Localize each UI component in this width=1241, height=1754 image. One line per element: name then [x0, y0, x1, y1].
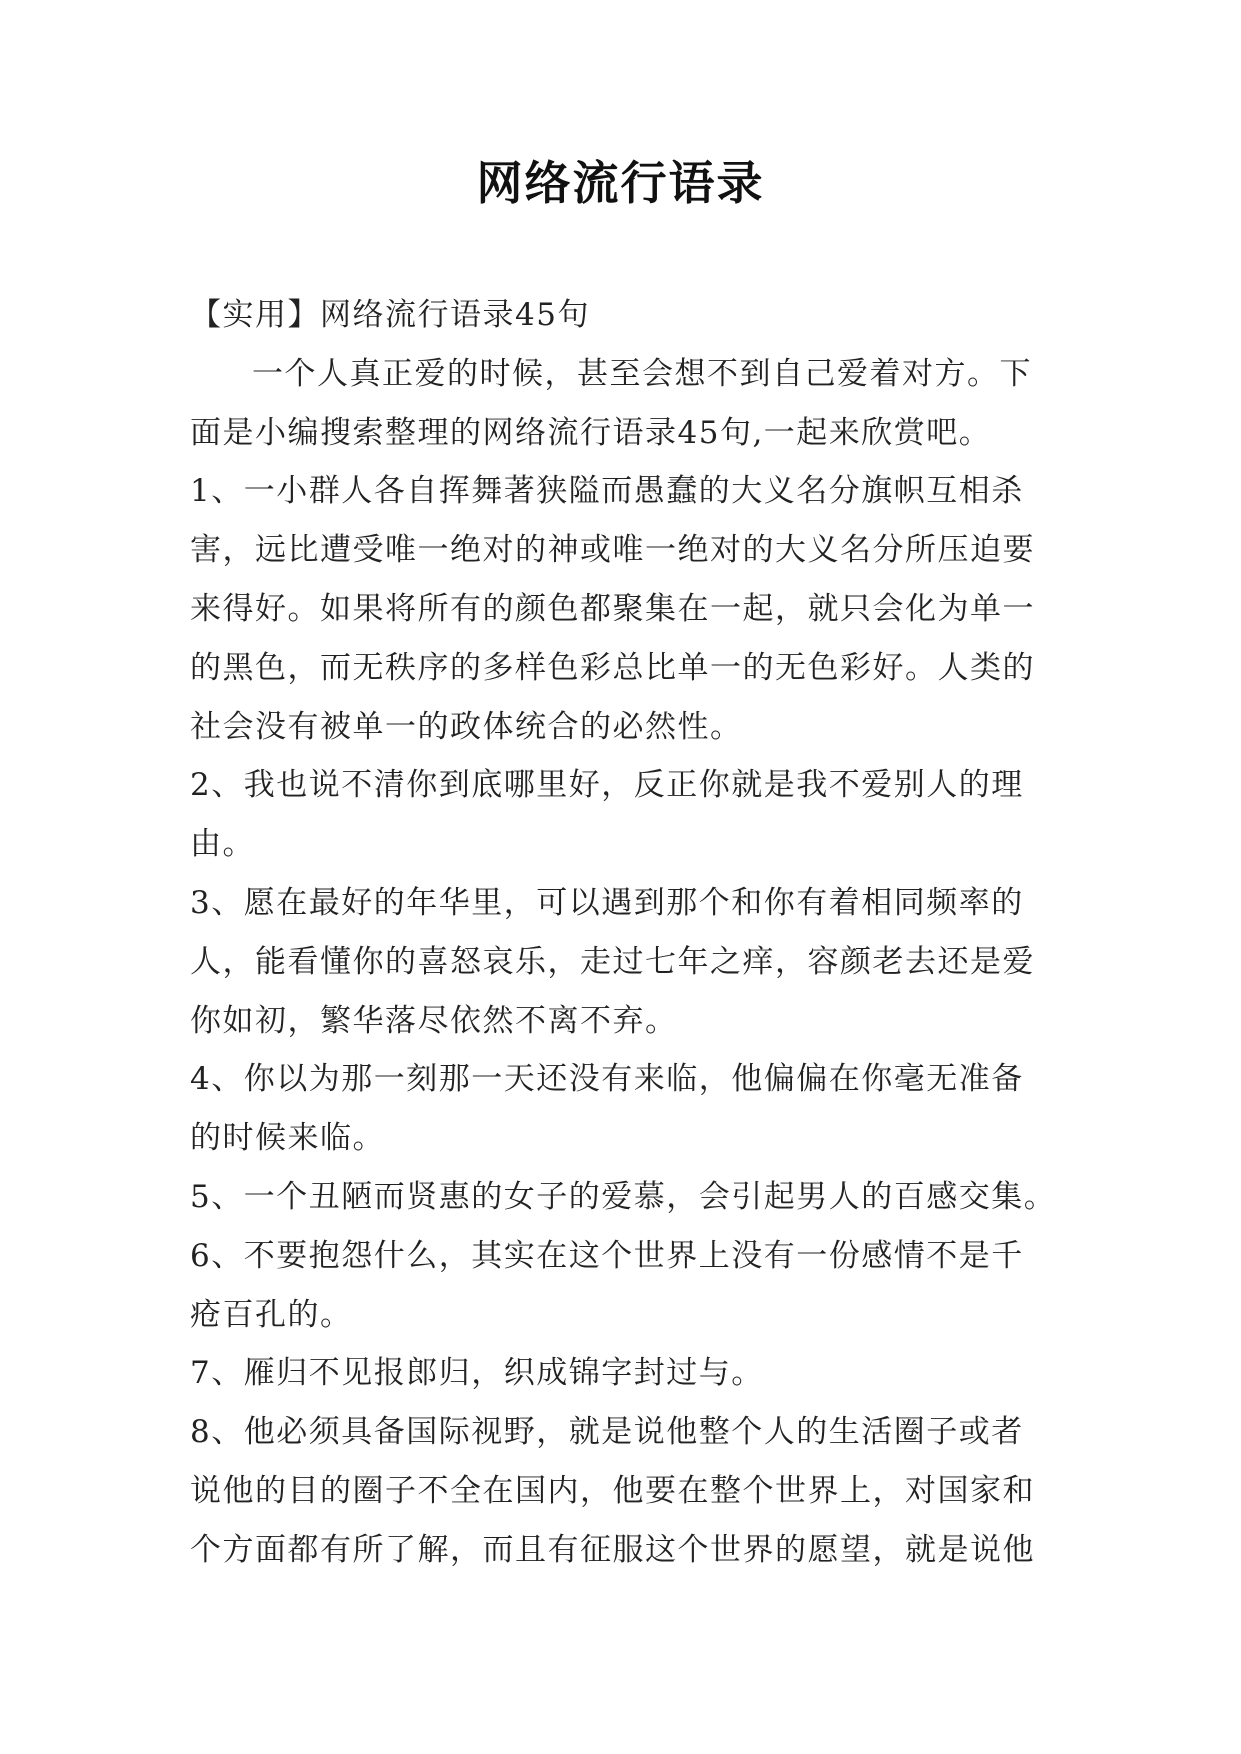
paragraph-line: 一个人真正爱的时候，甚至会想不到自己爱着对方。下: [252, 355, 1032, 392]
document-body: [190, 286, 1060, 1580]
paragraph-line: 人，能看懂你的喜怒哀乐，走过七年之痒，容颜老去还是爱: [190, 943, 1035, 980]
paragraph-line: 说他的目的圈子不全在国内，他要在整个世界上，对国家和: [190, 1472, 1035, 1509]
paragraph-line: 8、他必须具备国际视野，就是说他整个人的生活圈子或者: [190, 1414, 1024, 1451]
paragraph-line: 由。: [190, 826, 255, 863]
paragraph-line: 7、雁归不见报郎归，织成锦字封过与。: [190, 1355, 764, 1392]
paragraph-line: 面是小编搜索整理的网络流行语录45句,一起来欣赏吧。: [190, 414, 992, 451]
paragraph-line: 害，远比遭受唯一绝对的神或唯一绝对的大义名分所压迫要: [190, 532, 1035, 569]
paragraph-line: 你如初，繁华落尽依然不离不弃。: [190, 1002, 678, 1039]
paragraph-line: 6、不要抱怨什么，其实在这个世界上没有一份感情不是千: [190, 1237, 1024, 1274]
paragraph-line: 2、我也说不清你到底哪里好，反正你就是我不爱别人的理: [190, 767, 1024, 804]
paragraph-line: 4、你以为那一刻那一天还没有来临，他偏偏在你毫无准备: [190, 1061, 1024, 1098]
paragraph-line: 社会没有被单一的政体统合的必然性。: [190, 708, 743, 745]
paragraph-line: 1、一小群人各自挥舞著狭隘而愚蠢的大义名分旗帜互相杀: [190, 473, 1024, 510]
paragraph-line: 来得好。如果将所有的颜色都聚集在一起，就只会化为单一: [190, 590, 1035, 627]
subtitle-line: 【实用】网络流行语录45句: [190, 297, 590, 333]
paragraph-line: 3、愿在最好的年华里，可以遇到那个和你有着相同频率的: [190, 884, 1024, 921]
paragraph-line: 个方面都有所了解，而且有征服这个世界的愿望，就是说他: [190, 1531, 1035, 1568]
paragraph-line: 疮百孔的。: [190, 1296, 353, 1333]
paragraph-line: 的黑色，而无秩序的多样色彩总比单一的无色彩好。人类的: [190, 649, 1035, 686]
paragraph-line: 的时候来临。: [190, 1120, 385, 1157]
paragraph-line: 5、一个丑陋而贤惠的女子的爱慕，会引起男人的百感交集。: [190, 1178, 1057, 1215]
document-title: 网络流行语录: [476, 156, 765, 210]
